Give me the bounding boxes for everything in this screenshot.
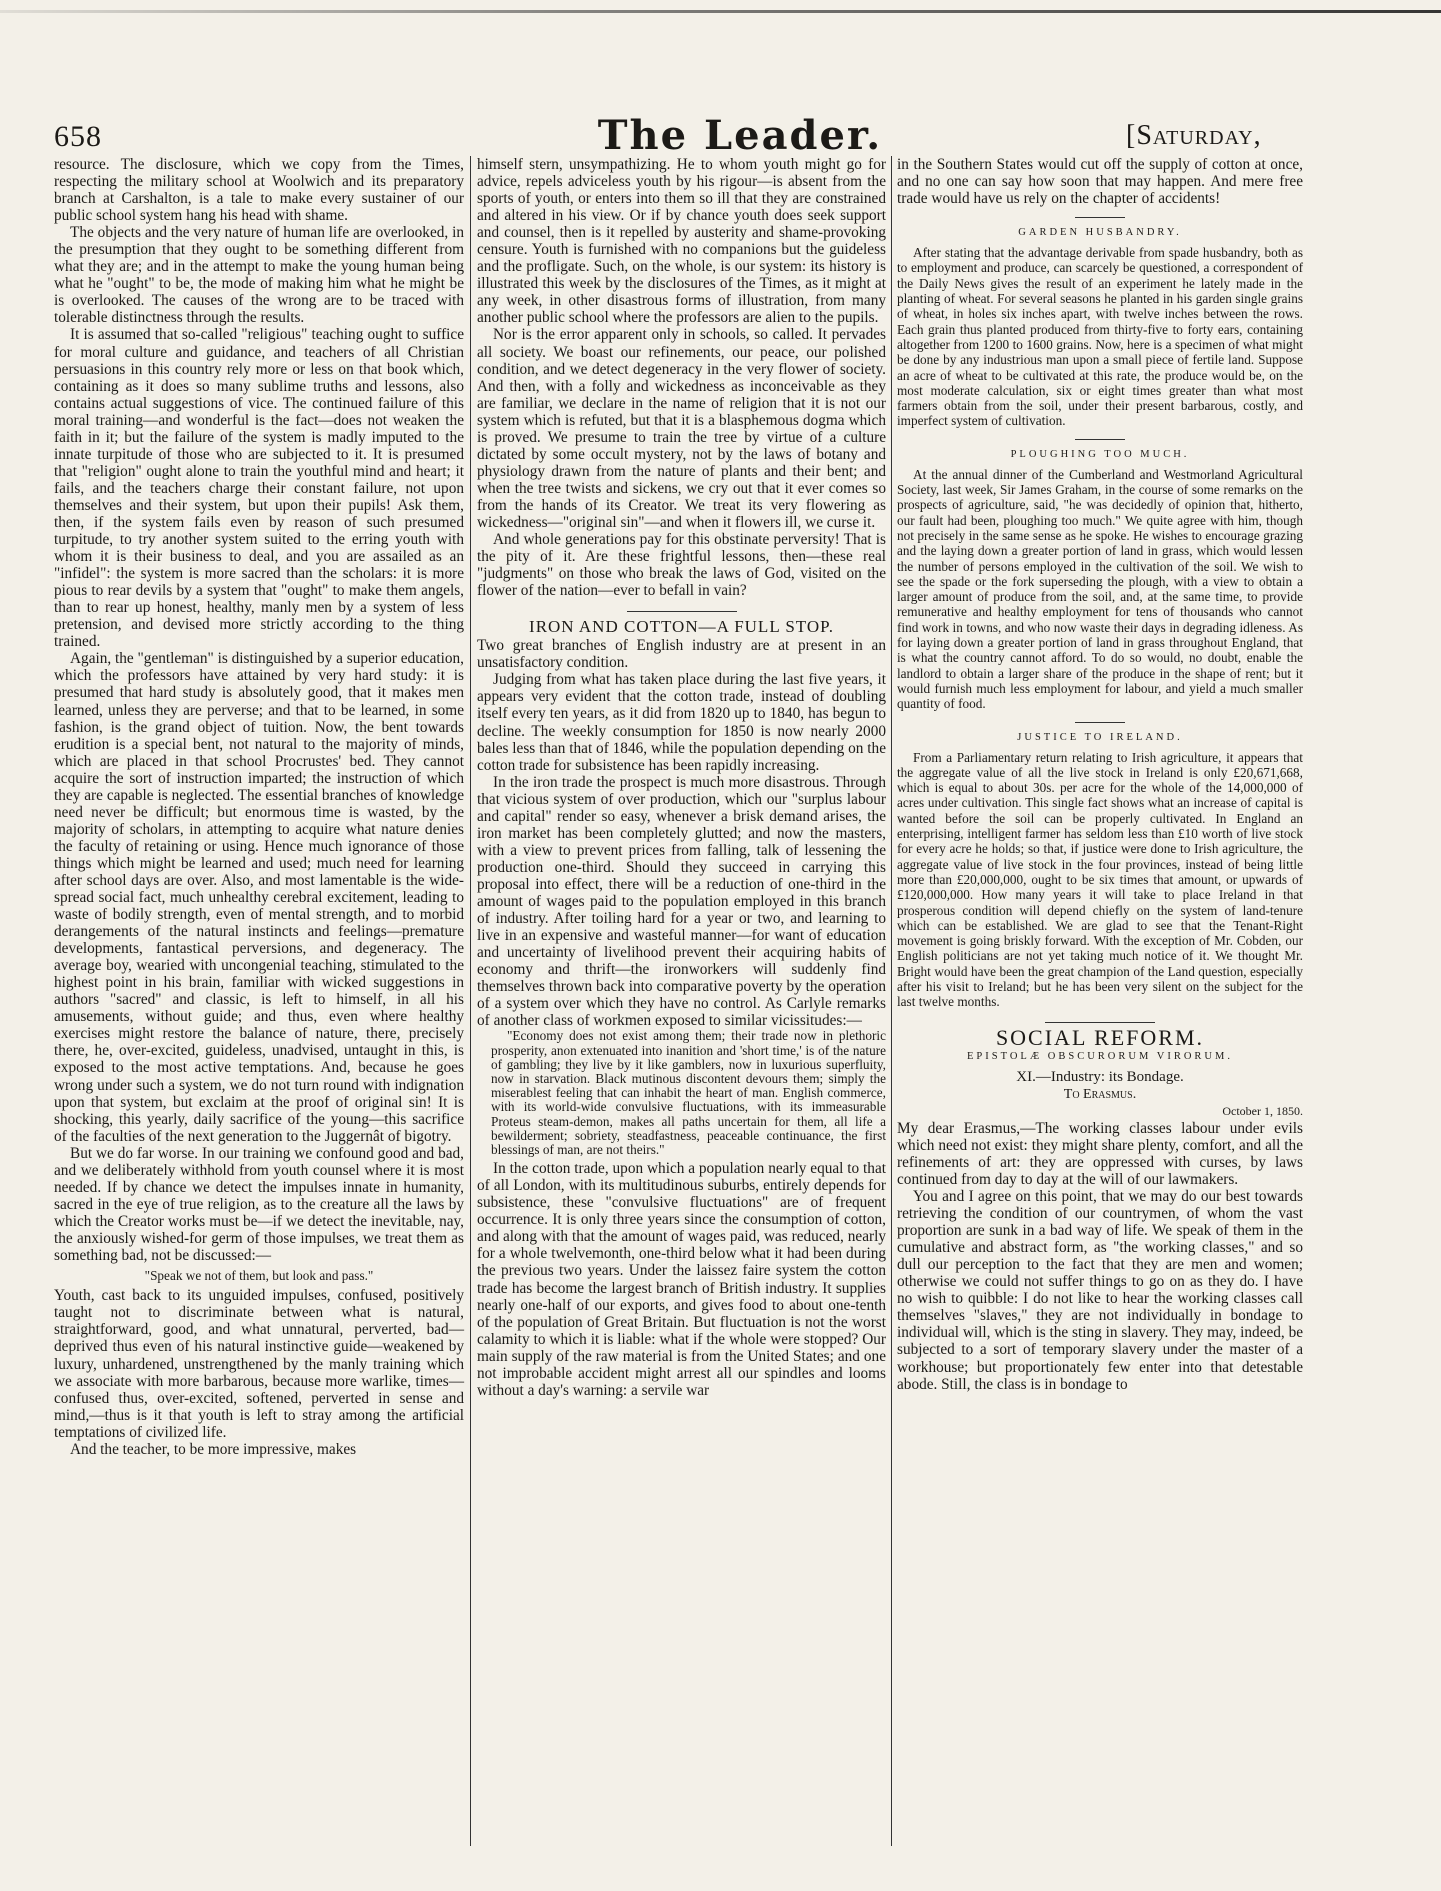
paragraph: Two great branches of English industry are at present in an unsatisfactory condition. bbox=[477, 637, 886, 672]
section-divider bbox=[627, 611, 737, 612]
subsection-heading: PLOUGHING TOO MUCH. bbox=[1010, 448, 1190, 460]
subsection-heading: GARDEN HUSBANDRY. bbox=[1018, 227, 1182, 239]
block-quote: "Economy does not exist among them; their trade now in plethoric prosperity, anon extenuated into inanition and 'short time,' is of the nature of gambling; they live by it like gamblers, now in luxurious superfluity, now in starvation. Black mutinous discontent devours them; simply the miserablest feeling that can inhabit the heart of man. English commerce, with its world-wide convulsive fluctuations, with its immeasurable Proteus steam-demon, makes all paths uncertain for them, all life a bewilderment; sobriety, steadfastness, peaceable continuance, the first blessings of man, are not theirs." bbox=[491, 1028, 886, 1157]
quoted-line: "Speak we not of them, but look and pass." bbox=[144, 1268, 374, 1284]
subsection-heading: JUSTICE TO IRELAND. bbox=[1017, 731, 1183, 743]
paragraph: In the cotton trade, upon which a population nearly equal to that of all London, with its multitudinous suburbs, entirely depends for subsistence, these "convulsive fluctuations" are of frequent occurrence. It is only three years since the consumption of cotton, and along with that the amount of wages paid, was reduced, nearly for a whole twelvemonth, one-third below what it had been during the previous two years. Under the laissez faire system the cotton trade has become the largest branch of British industry. It supplies nearly one-half of our exports, and gives food to about one-tenth of the population of Great Britain. But fluctuation is not the worst calamity to which it is liable: what if the whole were stopped? Our main supply of the raw material is from the United States; and one not improbable accident might arrest all our spindles and looms without a day's warning: a servile war bbox=[477, 1160, 886, 1399]
paragraph: At the annual dinner of the Cumberland and Westmorland Agricultural Society, last week, Sir James Graham, in the course of some remarks on the prospects of agriculture, said, "he was decidedly of opinion that, hitherto, our fault had been, ploughing too much." We quite agree with him, though not precisely in the same sense as he spoke. He wishes to encourage grazing and the laying down a greater portion of land in grass, which would lessen the number of persons employed in the cultivation of the soil. We wish to see the spade or the fork superseding the plough, with a view to obtain a larger amount of produce from the soil, and, at the same time, to provide remunerative and healthy employment for tens of thousands who cannot find work in towns, and who now waste their days in degrading idleness. As for laying down a greater portion of land in grass throughout England, that is what the country cannot afford. To do so would, no doubt, enable the landlord to obtain a larger share of the produce in the shape of rent; but it would furnish much less employment for labour, and yield a much smaller quantity of food. bbox=[897, 466, 1303, 712]
paragraph: And whole generations pay for this obstinate perversity! That is the pity of it. Are these frightful lessons, then—these real "judgments" on those who break the laws of God, visited on the flower of the nation—ever to befall in vain? bbox=[477, 531, 886, 600]
paragraph: My dear Erasmus,—The working classes labour under evils which need not exist: they might share plenty, comfort, and all the refinements of art: they are oppressed with curses, by laws continued from day to day at the will of our lawmakers. bbox=[897, 1119, 1303, 1189]
section-divider bbox=[1075, 439, 1125, 440]
letter-title: XI.—Industry: its Bondage. bbox=[1016, 1068, 1184, 1085]
column-3 bbox=[897, 156, 1303, 1393]
paragraph: Again, the "gentleman" is distinguished by a superior education, which the professors have attained by very hard study: it is presumed that hard study is absolutely good, that it makes men learned, unless they are perverse; and that to be learned, in some fashion, is the grand object of tuition. Now, the bent towards erudition is a special bent, not natural to the majority of minds, which are placed in that school Procrustes' bed. They cannot acquire the sort of instruction imparted; the instruction of which they are capable is neglected. The essential branches of knowledge need never be difficult; but enormous time is wasted, by the majority of scholars, in attempting to acquire what nature denies the faculty of retaining or using. Hence much ignorance of those things which might be learned and used; much need for learning after school days are over. Also, and most lamentable is the wide-spread social fact, much unhealthy cerebral excitement, leading to waste of bodily strength, even of mental strength, and to morbid derangements of the natural instincts and feelings—premature developments, fantastical perversions, and degeneracy. The average boy, wearied with uncongenial teaching, stimulated to the highest point in his brain, familiar with wicked suggestions in authors "sacred" and classic, is left to himself, in all his amusements, without guide; and thus, even where healthy exercises might restore the balance of nature, there, precisely there, he, over-excited, guideless, unadvised, untaught in this, is exposed to the most active temptations. And, because he goes wrong under such a system, we do not turn round with indignation upon that system, but exclaim at the proof of original sin! It is shocking, this yearly, daily sacrifice of the young—this sacrifice of the faculties of the next generation to the Juggernât of bigotry. bbox=[54, 650, 464, 1145]
paragraph: After stating that the advantage derivable from spade husbandry, both as to employment and produce, can scarcely be questioned, a correspondent of the Daily News gives the result of an experiment he lately made in the planting of wheat. For several seasons he planted in his garden single grains of wheat, in holes six inches apart, with twelve inches between the rows. Each grain thus planted produced from thirty-five to forty ears, containing altogether from 1200 to 1600 grains. Now, here is a specimen of what might be done by any industrious man upon a small piece of fertile land. Suppose an acre of wheat to be cultivated at this rate, the produce would be, on the most moderate calculation, six or eight times greater than what most farmers obtain from the soil, under their present barbarous, costly, and imperfect system of cultivation. bbox=[897, 245, 1303, 429]
section-divider bbox=[1045, 1022, 1155, 1023]
paragraph: You and I agree on this point, that we may do our best towards retrieving the condition of our countrymen, of whom the vast proportion are sunk in a bad way of life. We speak of them in the cumulative and abstract form, as "the working classes," and so dull our perception to the fact that they are men and women; otherwise we could not suffer things to go on as they do. I have no wish to quibble: I do not like to hear the working classes call themselves "slaves," they are not individually in bondage to individual will, which is the sting in slavery. They may, indeed, be subjected to a sort of temporary slavery under the master of a workhouse; but proportionately few enter into that detestable abode. Still, the class is in bondage to bbox=[897, 1188, 1304, 1393]
column-2 bbox=[477, 156, 886, 1399]
column-rule bbox=[470, 156, 471, 1846]
paragraph: But we do far worse. In our training we confound good and bad, and we deliberately withhold from youth counsel where it is most needed. If by chance we detect the impulses innate in humanity, sacred in the eye of true religion, as to the creature all the laws by which the Creator works must be—if we detect the inevitable, nay, the anxiously wished-for germ of those impulses, we treat them as something bad, not be discussed:— bbox=[54, 1144, 464, 1264]
paragraph: From a Parliamentary return relating to Irish agriculture, it appears that the aggregate value of all the live stock in Ireland is only £20,671,668, which is equal to about 30s. per acre for the whole of the 14,000,000 of acres under cultivation. This single fact shows what an increase of capital is wanted before the soil can be properly cultivated. In England an enterprising, intelligent farmer has seldom less than £10 worth of live stock for every acre he holds; so that, if justice were done to Irish agriculture, the aggregate value of live stock in the four provinces, instead of being little more than £20,000,000, ought to be six times that amount, or upwards of £120,000,000. How many years it will take to place Ireland in that prosperous condition will depend chiefly on the system of land-tenure which can be established. We are glad to see that the Tenant-Right movement is going briskly forward. With the exception of Mr. Cobden, our English politicians are not yet taking much notice of it. We thought Mr. Bright would have been the great champion of the Land question, especially after his visit to Ireland; but he has been very silent on the subject for the last twelve months. bbox=[897, 749, 1303, 1010]
column-rule bbox=[891, 156, 892, 1846]
paragraph: Nor is the error apparent only in schools, so called. It pervades all society. We boast our refinements, our peace, our polished condition, and we detect degeneracy in the very flower of society. And then, with a folly and wickedness as inconceivable as they are familiar, we declare in the name of religion that it is not our system which is refuted, but that it is a blasphemous dogma which is proved. We presume to train the tree by virtue of a culture dictated by some occult mystery, not by the laws of botany and physiology drawn from the nature of plants and their bent; and when the tree twists and sickens, we cry out that it ever comes so from the hands of its Creator. We treat its very flowering as wickedness—"original sin"—and when it flowers ill, we curse it. bbox=[477, 326, 886, 531]
letter-addressee: To Erasmus. bbox=[1063, 1086, 1137, 1102]
masthead-title: The Leader. bbox=[597, 112, 883, 159]
top-edge-rule bbox=[0, 10, 1441, 13]
page-number: 658 bbox=[54, 120, 102, 153]
section-divider bbox=[1075, 217, 1125, 218]
section-heading: SOCIAL REFORM. bbox=[995, 1024, 1205, 1050]
paragraph: himself stern, unsympathizing. He to whom youth might go for advice, repels adviceless youth by his rigour—is absent from the sports of youth, or enters into them so ill that they are constrained and altered in his view. Or if by chance youth does seek support and counsel, then is it repelled by austerity and shame-provoking censure. Youth is furnished with no companions but the guideless and the profligate. Such, on the whole, is our system: its history is illustrated this week by the disclosures of the Times, as it might at any week, in other disastrous forms of illustration, from many another public school where the professors are alien to the pupils. bbox=[477, 156, 886, 327]
paragraph: Youth, cast back to its unguided impulses, confused, positively taught not to discriminate between what is natural, straightforward, good, and what unnatural, perverted, bad—deprived thus even of his natural instinctive guide—weakened by luxury, unhardened, unstrengthened by the manly training which we associate with more barbarous, because more warlike, times—confused thus, over-excited, softened, perverted in sense and mind,—thus is it that youth is left to stray among the artificial temptations of civilized life. bbox=[54, 1287, 464, 1441]
letter-date: October 1, 1850. bbox=[1222, 1103, 1303, 1118]
paragraph: And the teacher, to be more impressive, makes bbox=[70, 1440, 357, 1458]
paragraph: Judging from what has taken place during the last five years, it appears very evident that the cotton trade, instead of doubling itself every ten years, as it did from 1820 up to 1840, has begun to decline. The weekly consumption for 1850 is now nearly 2000 bales less than that of 1846, while the population depending on the cotton trade for subsistence has been rapidly increasing. bbox=[477, 671, 886, 774]
section-subtitle: EPISTOLÆ OBSCURORUM VIRORUM. bbox=[967, 1050, 1233, 1062]
paragraph: It is assumed that so-called "religious" teaching ought to suffice for moral culture and guidance, and teachers of all Christian persuasions in this country rely more or less on that book which, containing as it does so many sublime truths and lessons, also contains actual suggestions of vice. The continued failure of this moral training—and wonderful is the fact—does not weaken the faith in it; but the failure of the system is madly imputed to the innate turpitude of those who are subjected to it. It is presumed that "religion" ought alone to train the youthful mind and heart; it fails, and the teachers charge their constant failure, not upon themselves and their system, but upon their pupils! Ask them, then, if the system fails even by reason of such presumed turpitude, to try another system suited to the erring youth with whom it is their business to deal, and you are assailed as an "infidel": the system is more sacred than the scholars: it is more pious to rear devils by a system that "ought" to make them angels, than to rear up honest, healthy, manly men by a system of less pretension, and devised more strictly according to the thing trained. bbox=[54, 326, 464, 651]
issue-day: [Saturday, bbox=[1126, 120, 1262, 151]
paragraph: The objects and the very nature of human life are overlooked, in the presumption that they ought to be something different from what they are; and in the attempt to make the young human being what he "ought" to be, the mode of making him what he might be is overlooked. The causes of the wrong are to be traced with tolerable distinctness through the results. bbox=[54, 224, 464, 327]
paragraph: resource. The disclosure, which we copy from the Times, respecting the military school at Woolwich and its preparatory branch at Carshalton, is a tale to make every sustainer of our public school system hang his head with shame. bbox=[54, 156, 464, 225]
paragraph: In the iron trade the prospect is much more disastrous. Through that vicious system of over production, which our "surplus labour and capital" render so easy, whenever a brisk demand arises, the iron market has been completely glutted; and now the masters, with a view to prevent prices from falling, talk of lessening the production one-third. Should they succeed in carrying this proposal into effect, there will be a reduction of one-third in the amount of wages paid to the population employed in this branch of industry. After toiling hard for a year or two, and learning to live in an expensive and wasteful manner—for want of education and uncertainty of livelihood prevent their acquiring habits of economy and thrift—the ironworkers will suddenly find themselves thrown back into comparative poverty by the operation of a system over which they have no control. As Carlyle remarks of another class of workmen exposed to similar vicissitudes:— bbox=[477, 773, 886, 1030]
section-divider bbox=[1075, 722, 1125, 723]
article-heading: IRON AND COTTON—A FULL STOP. bbox=[529, 617, 834, 637]
paragraph: in the Southern States would cut off the supply of cotton at once, and no one can say how soon that may happen. And mere free trade would have us rely on the chapter of accidents! bbox=[897, 156, 1303, 208]
column-1 bbox=[54, 156, 464, 1458]
